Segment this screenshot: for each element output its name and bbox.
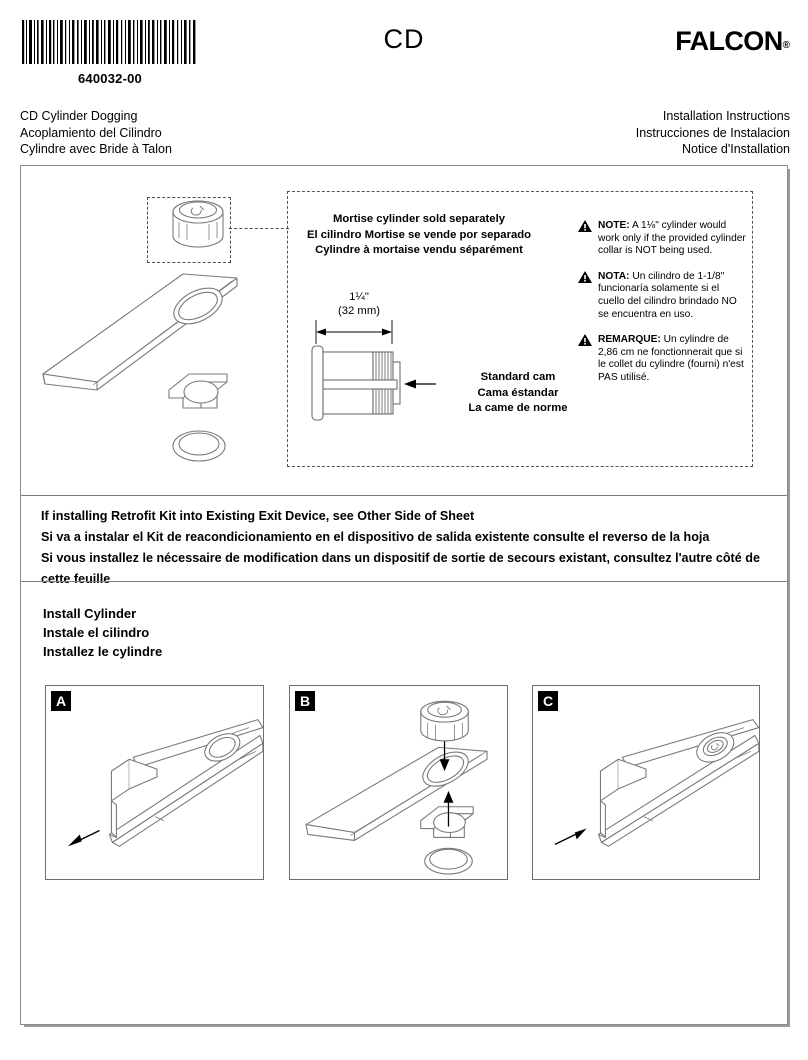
install-cylinder-heading	[43, 604, 162, 661]
page-header	[0, 0, 808, 160]
retrofit-es: Si va a instalar el Kit de reacondicionamiento en el dispositivo de salida existente consulte el reverso de la hoja	[41, 530, 710, 544]
barcode-number: 640032-00	[78, 71, 142, 86]
note-es-label: NOTA:	[598, 270, 630, 282]
note-es-text: Un cilindro de 1-1/8" funcionaría solamente si el cuello del cilindro brindado NO se encuentra en uso.	[598, 270, 737, 320]
step-b-illustration	[290, 686, 507, 879]
note-en-label: NOTE:	[598, 220, 630, 231]
document-type-block	[636, 108, 790, 158]
panel-tag-c: C	[538, 691, 558, 711]
parts-overview-section	[21, 166, 787, 495]
step-heading-en: Install Cylinder	[43, 606, 137, 621]
step-panel-a	[45, 685, 264, 880]
title-en: CD Cylinder Dogging	[20, 109, 138, 123]
falcon-logo	[675, 26, 790, 57]
callout-leader-line	[229, 228, 289, 229]
step-panel-b	[289, 685, 508, 880]
retrofit-notice-section	[21, 495, 787, 586]
document-title-block	[20, 108, 172, 158]
mortise-info-dashed-box	[287, 191, 753, 467]
note-fr-label: REMARQUE:	[598, 334, 661, 346]
product-code: CD	[383, 24, 425, 54]
cylinder-collar-ring-art	[173, 431, 225, 461]
note-es	[578, 271, 746, 321]
doc-type-fr: Notice d'Installation	[681, 142, 790, 156]
instruction-sheet-box	[20, 165, 788, 1025]
retainer-clip-art	[169, 374, 227, 408]
cylinder-art	[421, 701, 469, 741]
step-a-illustration	[46, 686, 263, 879]
doc-type-en: Installation Instructions	[662, 109, 790, 123]
mortise-note-es: El cilindro Mortise se vende por separado	[306, 228, 532, 241]
note-en	[578, 220, 746, 258]
mortise-sold-separately-note	[294, 212, 544, 259]
note-fr	[578, 334, 746, 384]
retainer-clip-art	[421, 807, 473, 838]
dimension-imperial: 1¼"	[349, 291, 369, 303]
collar-ring-art	[425, 848, 473, 874]
mortise-note-en: Mortise cylinder sold separately	[332, 213, 506, 225]
doc-type-es: Instrucciones de Instalacion	[635, 125, 790, 140]
step-c-illustration	[533, 686, 759, 879]
mortise-note-fr: Cylindre à mortaise vendu séparément	[315, 244, 523, 256]
step-heading-fr: Installez le cylindre	[43, 644, 163, 659]
warning-triangle-icon	[578, 334, 592, 346]
dimension-metric: (32 mm)	[337, 305, 381, 317]
cam-label-es: Cama éstandar	[477, 386, 559, 399]
cylinder-dimension-label	[314, 290, 404, 318]
brand-name: FALCON	[675, 26, 783, 56]
cam-label-en: Standard cam	[480, 371, 556, 383]
registered-mark: ®	[782, 40, 790, 51]
retrofit-en: If installing Retrofit Kit into Existing Exit Device, see Other Side of Sheet	[41, 509, 475, 523]
step-heading-es: Instale el cilindro	[43, 625, 150, 640]
cylinder-callout-dashed-box	[147, 197, 231, 263]
cam-label-fr: La came de norme	[468, 402, 568, 414]
warning-notes-column	[578, 220, 746, 398]
title-es: Acoplamiento del Cilindro	[20, 125, 162, 140]
step-panel-c	[532, 685, 760, 880]
retrofit-fr: Si vous installez le nécessaire de modification dans un dispositif de sortie de secours existant, consultez l'autre côté de cette feuille	[41, 551, 760, 586]
install-steps-section	[21, 581, 787, 1025]
panel-tag-b: B	[295, 691, 315, 711]
note-fr-text: Un cylindre de 2,86 cm ne fonctionnerait que si le collet du cylindre (fourni) n'est PAS utilisé.	[598, 334, 744, 383]
panel-tag-a: A	[51, 691, 71, 711]
title-fr: Cylindre avec Bride à Talon	[20, 142, 172, 156]
warning-triangle-icon	[578, 271, 592, 283]
warning-triangle-icon	[578, 220, 592, 232]
note-en-text: A 1⅛" cylinder would work only if the provided cylinder collar is NOT being used.	[598, 220, 746, 257]
retrofit-notice-text	[41, 506, 769, 590]
rail-cover-art	[43, 274, 237, 390]
